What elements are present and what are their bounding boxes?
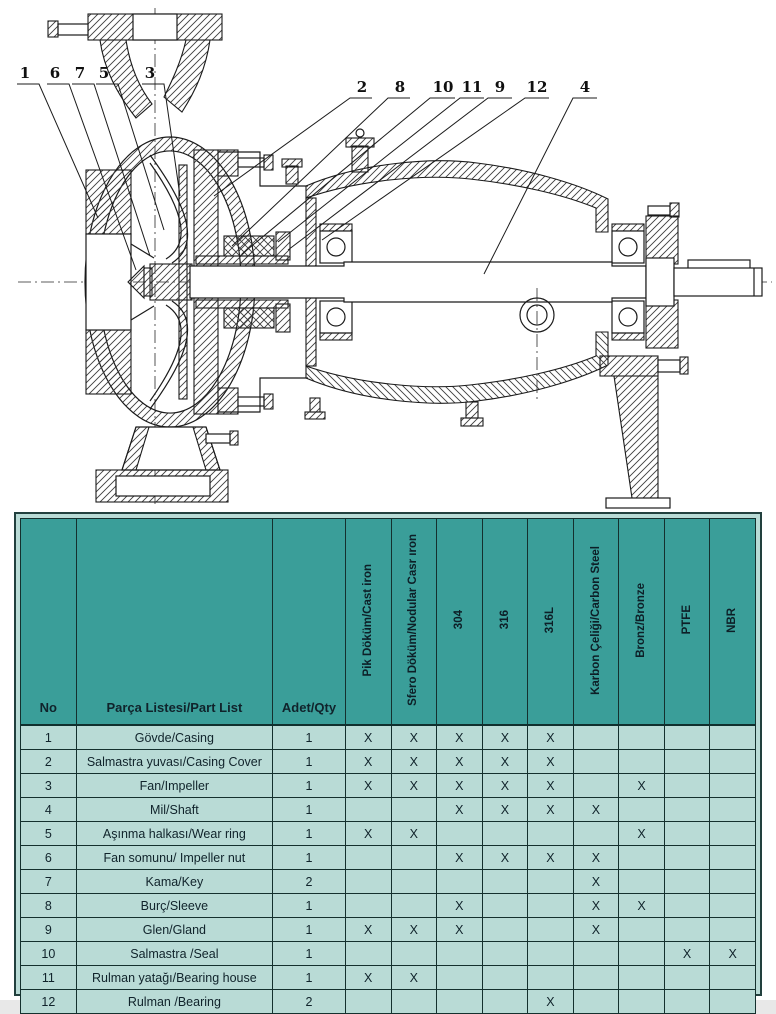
cell-material-mark	[437, 942, 483, 966]
column-header-316	[482, 519, 528, 726]
cell-material-mark	[345, 894, 391, 918]
cell-material-mark	[664, 846, 710, 870]
cell-material-mark	[345, 990, 391, 1014]
cell-part: Rulman yatağı/Bearing house	[76, 966, 272, 990]
column-header-cast-iron	[345, 519, 391, 726]
cell-material-mark	[345, 870, 391, 894]
callout-4: 4	[579, 78, 591, 96]
discharge-flange	[48, 14, 222, 40]
cell-material-mark	[391, 798, 437, 822]
cell-part: Gövde/Casing	[76, 725, 272, 750]
cell-material-mark: X	[345, 725, 391, 750]
header-label: No	[39, 700, 57, 715]
cell-material-mark: X	[391, 918, 437, 942]
cell-part: Salmastra yuvası/Casing Cover	[76, 750, 272, 774]
column-header-no	[21, 519, 77, 726]
header-label: 304	[453, 610, 465, 630]
callout-10: 10	[432, 78, 454, 96]
callout-3: 3	[144, 64, 156, 82]
cell-material-mark	[528, 894, 574, 918]
cell-qty: 1	[273, 725, 346, 750]
cell-material-mark	[345, 846, 391, 870]
cell-material-mark: X	[528, 798, 574, 822]
cell-material-mark	[664, 870, 710, 894]
cell-material-mark: X	[482, 725, 528, 750]
cell-no: 1	[21, 725, 77, 750]
cell-material-mark	[710, 750, 756, 774]
cell-material-mark	[482, 894, 528, 918]
cell-part: Burç/Sleeve	[76, 894, 272, 918]
cell-material-mark	[437, 990, 483, 1014]
cell-no: 5	[21, 822, 77, 846]
cell-qty: 1	[273, 798, 346, 822]
cell-material-mark	[391, 942, 437, 966]
cell-part: Fan/Impeller	[76, 774, 272, 798]
callout-8: 8	[394, 78, 406, 96]
cell-material-mark	[664, 918, 710, 942]
cell-material-mark	[391, 870, 437, 894]
callout-numbers	[20, 64, 590, 96]
cell-material-mark	[710, 870, 756, 894]
cell-material-mark	[710, 725, 756, 750]
cell-material-mark: X	[482, 774, 528, 798]
shaft	[190, 258, 762, 306]
cell-qty: 1	[273, 750, 346, 774]
cell-material-mark	[391, 846, 437, 870]
cell-qty: 1	[273, 942, 346, 966]
cell-material-mark	[482, 942, 528, 966]
pump-foot	[96, 427, 238, 502]
cell-material-mark: X	[345, 774, 391, 798]
cell-material-mark	[619, 798, 665, 822]
cell-material-mark	[664, 894, 710, 918]
cell-material-mark	[482, 990, 528, 1014]
cell-material-mark	[573, 774, 619, 798]
table-row	[21, 894, 756, 918]
cell-material-mark	[528, 870, 574, 894]
callout-5: 5	[98, 64, 110, 82]
cell-material-mark: X	[619, 774, 665, 798]
cell-material-mark	[710, 966, 756, 990]
table-row	[21, 846, 756, 870]
cell-no: 2	[21, 750, 77, 774]
cell-material-mark	[619, 725, 665, 750]
cell-no: 11	[21, 966, 77, 990]
cell-material-mark	[345, 798, 391, 822]
table-row	[21, 966, 756, 990]
cell-material-mark	[664, 798, 710, 822]
cell-material-mark	[664, 990, 710, 1014]
cell-material-mark	[619, 966, 665, 990]
cell-material-mark	[573, 750, 619, 774]
cell-material-mark	[437, 870, 483, 894]
cell-no: 3	[21, 774, 77, 798]
cell-material-mark: X	[345, 966, 391, 990]
cell-material-mark	[619, 990, 665, 1014]
cell-material-mark	[573, 990, 619, 1014]
cell-material-mark	[528, 822, 574, 846]
table-row	[21, 870, 756, 894]
cell-material-mark: X	[528, 846, 574, 870]
cell-material-mark: X	[391, 750, 437, 774]
column-header-nodular-iron	[391, 519, 437, 726]
cell-part: Fan somunu/ Impeller nut	[76, 846, 272, 870]
table-row	[21, 918, 756, 942]
cell-material-mark	[664, 750, 710, 774]
parts-table	[20, 518, 756, 1014]
cell-material-mark: X	[437, 725, 483, 750]
cell-material-mark: X	[573, 846, 619, 870]
cell-material-mark: X	[437, 918, 483, 942]
column-header-part	[76, 519, 272, 726]
cell-qty: 1	[273, 918, 346, 942]
cell-material-mark: X	[528, 774, 574, 798]
cell-no: 9	[21, 918, 77, 942]
header-label: 316	[498, 610, 511, 630]
header-label: Sfero Döküm/Nodular Casr ıron	[407, 534, 420, 706]
cell-material-mark	[710, 846, 756, 870]
table-row	[21, 774, 756, 798]
cell-material-mark	[345, 942, 391, 966]
table-row	[21, 750, 756, 774]
cell-material-mark: X	[391, 725, 437, 750]
cell-qty: 1	[273, 846, 346, 870]
cell-material-mark: X	[528, 750, 574, 774]
cell-material-mark: X	[710, 942, 756, 966]
column-header-qty	[273, 519, 346, 726]
cell-material-mark: X	[345, 822, 391, 846]
cell-part: Mil/Shaft	[76, 798, 272, 822]
cell-material-mark	[664, 725, 710, 750]
cell-material-mark: X	[573, 798, 619, 822]
column-header-316l	[528, 519, 574, 726]
cell-material-mark	[482, 918, 528, 942]
cell-qty: 1	[273, 774, 346, 798]
cell-part: Rulman /Bearing	[76, 990, 272, 1014]
cell-material-mark	[482, 966, 528, 990]
column-header-nbr	[710, 519, 756, 726]
cell-material-mark	[710, 894, 756, 918]
cell-material-mark: X	[391, 822, 437, 846]
cell-qty: 1	[273, 894, 346, 918]
header-label: Bronz/Bronze	[635, 582, 648, 658]
cell-material-mark	[437, 822, 483, 846]
cell-material-mark: X	[391, 966, 437, 990]
cell-material-mark	[664, 822, 710, 846]
cell-part: Aşınma halkası/Wear ring	[76, 822, 272, 846]
cell-material-mark	[710, 798, 756, 822]
column-header-carbon-steel	[573, 519, 619, 726]
cell-material-mark: X	[437, 750, 483, 774]
cell-qty: 2	[273, 990, 346, 1014]
cell-material-mark	[437, 966, 483, 990]
cell-material-mark	[391, 990, 437, 1014]
cell-material-mark: X	[437, 798, 483, 822]
cell-material-mark: X	[664, 942, 710, 966]
cell-material-mark	[710, 774, 756, 798]
cell-material-mark	[619, 846, 665, 870]
cell-material-mark: X	[437, 774, 483, 798]
cell-material-mark: X	[437, 894, 483, 918]
header-label: 316L	[544, 606, 557, 634]
impeller	[128, 155, 192, 409]
header-label: NBR	[726, 607, 739, 633]
cell-material-mark	[482, 822, 528, 846]
support-foot	[600, 356, 688, 508]
cell-no: 7	[21, 870, 77, 894]
cell-material-mark	[619, 750, 665, 774]
cell-material-mark: X	[619, 822, 665, 846]
cell-part: Salmastra /Seal	[76, 942, 272, 966]
cell-material-mark	[619, 942, 665, 966]
cell-material-mark: X	[528, 725, 574, 750]
callout-9: 9	[494, 78, 506, 96]
callout-2: 2	[356, 78, 368, 96]
cell-no: 6	[21, 846, 77, 870]
table-row	[21, 990, 756, 1014]
cell-material-mark: X	[482, 846, 528, 870]
cell-material-mark: X	[573, 894, 619, 918]
header-label: Pik Döküm/Cast iron	[361, 563, 374, 677]
table-row	[21, 942, 756, 966]
table-row	[21, 822, 756, 846]
header-label: PTFE	[680, 605, 693, 635]
column-header-304	[437, 519, 483, 726]
cell-material-mark: X	[573, 918, 619, 942]
header-label: Parça Listesi/Part List	[106, 700, 243, 715]
parts-table-container	[14, 512, 762, 1009]
cell-material-mark	[573, 822, 619, 846]
table-row	[21, 725, 756, 750]
cell-qty: 1	[273, 822, 346, 846]
header-row	[21, 519, 756, 726]
callout-12: 12	[526, 78, 548, 96]
callout-6: 6	[49, 64, 61, 82]
cell-material-mark	[528, 942, 574, 966]
cell-material-mark: X	[619, 894, 665, 918]
cell-material-mark	[391, 894, 437, 918]
column-header-ptfe	[664, 519, 710, 726]
cell-material-mark: X	[437, 846, 483, 870]
header-label: Adet/Qty	[281, 700, 337, 715]
cell-material-mark	[573, 942, 619, 966]
cell-qty: 1	[273, 966, 346, 990]
cell-no: 12	[21, 990, 77, 1014]
callout-1: 1	[19, 64, 31, 82]
cell-material-mark: X	[345, 750, 391, 774]
callout-7: 7	[74, 64, 86, 82]
cell-material-mark: X	[528, 990, 574, 1014]
cell-material-mark	[482, 870, 528, 894]
cell-material-mark: X	[391, 774, 437, 798]
cell-part: Glen/Gland	[76, 918, 272, 942]
cell-material-mark: X	[345, 918, 391, 942]
cell-material-mark	[573, 725, 619, 750]
parts-table-body	[21, 725, 756, 1014]
cell-material-mark	[710, 990, 756, 1014]
callout-11: 11	[461, 78, 483, 96]
cell-material-mark	[528, 966, 574, 990]
header-label: Karbon Çeliği/Carbon Steel	[589, 545, 602, 695]
cell-material-mark: X	[482, 750, 528, 774]
cell-material-mark	[619, 870, 665, 894]
cell-no: 8	[21, 894, 77, 918]
cell-material-mark	[710, 822, 756, 846]
cell-no: 4	[21, 798, 77, 822]
cell-material-mark	[619, 918, 665, 942]
cell-no: 10	[21, 942, 77, 966]
cell-material-mark	[664, 966, 710, 990]
cell-material-mark	[664, 774, 710, 798]
cell-material-mark	[528, 918, 574, 942]
table-row	[21, 798, 756, 822]
cell-qty: 2	[273, 870, 346, 894]
cell-material-mark	[573, 966, 619, 990]
cell-material-mark: X	[573, 870, 619, 894]
cell-part: Kama/Key	[76, 870, 272, 894]
cell-material-mark: X	[482, 798, 528, 822]
cell-material-mark	[710, 918, 756, 942]
column-header-bronze	[619, 519, 665, 726]
